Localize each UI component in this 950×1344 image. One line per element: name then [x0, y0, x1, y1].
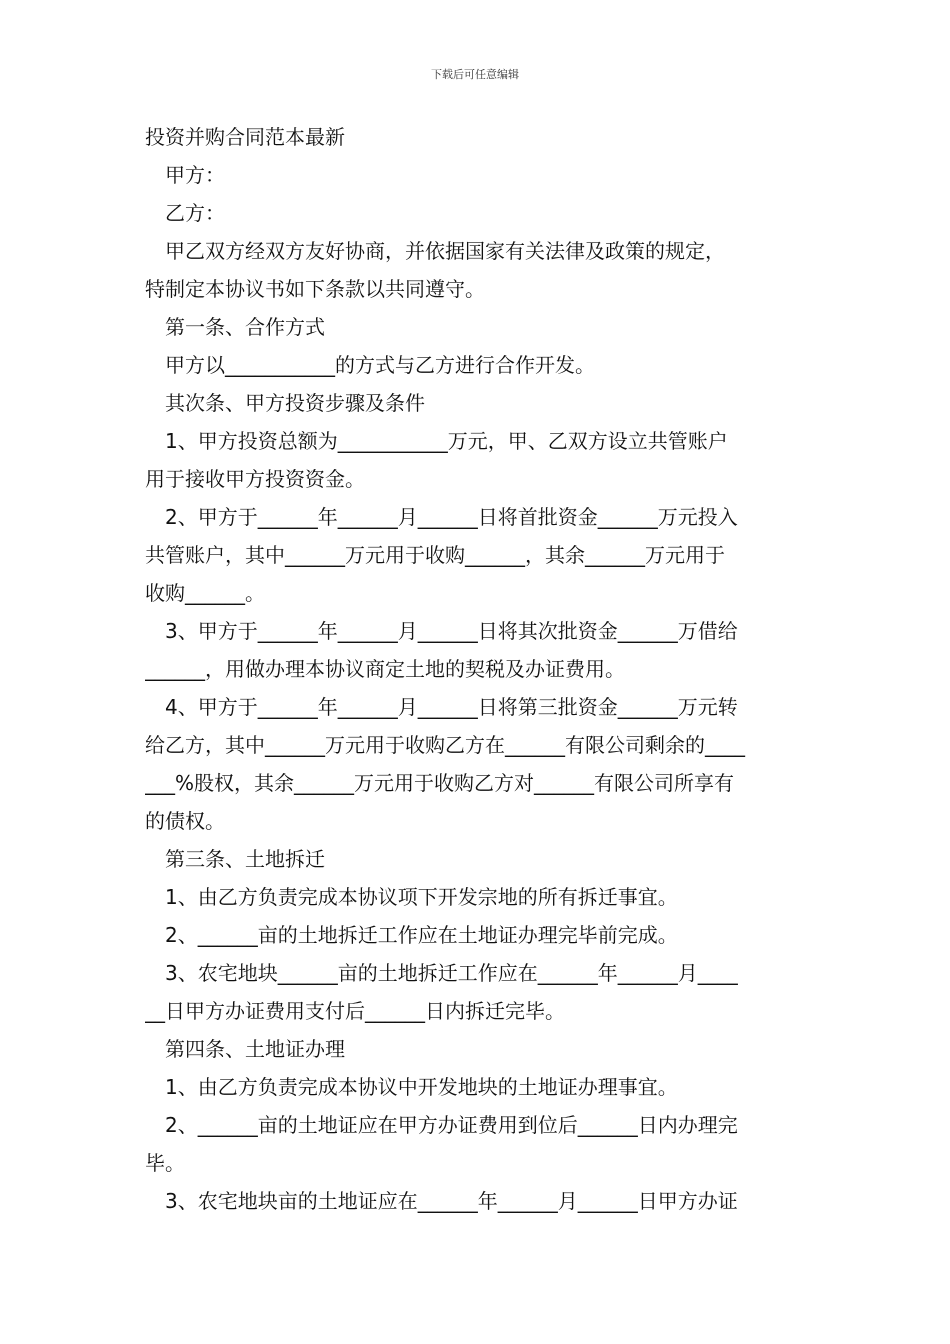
paragraph-line: 甲乙双方经双方友好协商，并依据国家有关法律及政策的规定，: [165, 239, 725, 263]
paragraph-line: 1、由乙方负责完成本协议项下开发宗地的所有拆迁事宜。: [165, 885, 678, 909]
paragraph-line: 的债权。: [145, 809, 225, 833]
paragraph-line: 给乙方，其中______万元用于收购乙方在______有限公司剩余的____: [145, 733, 745, 757]
paragraph-line: 其次条、甲方投资步骤及条件: [165, 391, 425, 415]
paragraph-line: 共管账户，其中______万元用于收购______，其余______万元用于: [145, 543, 725, 567]
paragraph-line: 3、甲方于______年______月______日将其次批资金______万借给: [165, 619, 738, 643]
paragraph-line: 2、______亩的土地证应在甲方办证费用到位后______日内办理完: [165, 1113, 738, 1137]
paragraph-line: 第三条、土地拆迁: [165, 847, 325, 871]
paragraph-line: __日甲方办证费用支付后______日内拆迁完毕。: [145, 999, 565, 1023]
document-body: [145, 118, 810, 1220]
paragraph-line: 甲方：: [165, 163, 225, 187]
paragraph-line: 1、由乙方负责完成本协议中开发地块的土地证办理事宜。: [165, 1075, 678, 1099]
paragraph-line: 特制定本协议书如下条款以共同遵守。: [145, 277, 485, 301]
paragraph-line: ___%股权，其余______万元用于收购乙方对______有限公司所享有: [145, 771, 735, 795]
paragraph-line: 3、农宅地块亩的土地证应在______年______月______日甲方办证: [165, 1189, 738, 1213]
document-title: 投资并购合同范本最新: [145, 125, 345, 149]
paragraph-line: 3、农宅地块______亩的土地拆迁工作应在______年______月____: [165, 961, 738, 985]
paragraph-line: 收购______。: [145, 581, 265, 605]
paragraph-line: ______，用做办理本协议商定土地的契税及办证费用。: [145, 657, 625, 681]
paragraph-line: 第四条、土地证办理: [165, 1037, 345, 1061]
paragraph-line: 甲方以___________的方式与乙方进行合作开发。: [165, 353, 595, 377]
paragraph-line: 毕。: [145, 1151, 185, 1175]
paragraph-line: 用于接收甲方投资资金。: [145, 467, 365, 491]
paragraph-line: 乙方：: [165, 201, 225, 225]
paragraph-line: 1、甲方投资总额为___________万元，甲、乙双方设立共管账户: [165, 429, 728, 453]
paragraph-line: 2、甲方于______年______月______日将首批资金______万元投入: [165, 505, 738, 529]
paragraph-line: 第一条、合作方式: [165, 315, 325, 339]
paragraph-line: 2、______亩的土地拆迁工作应在土地证办理完毕前完成。: [165, 923, 678, 947]
paragraph-line: 4、甲方于______年______月______日将第三批资金______万元转: [165, 695, 738, 719]
page-header: 下载后可任意编辑: [431, 68, 519, 81]
